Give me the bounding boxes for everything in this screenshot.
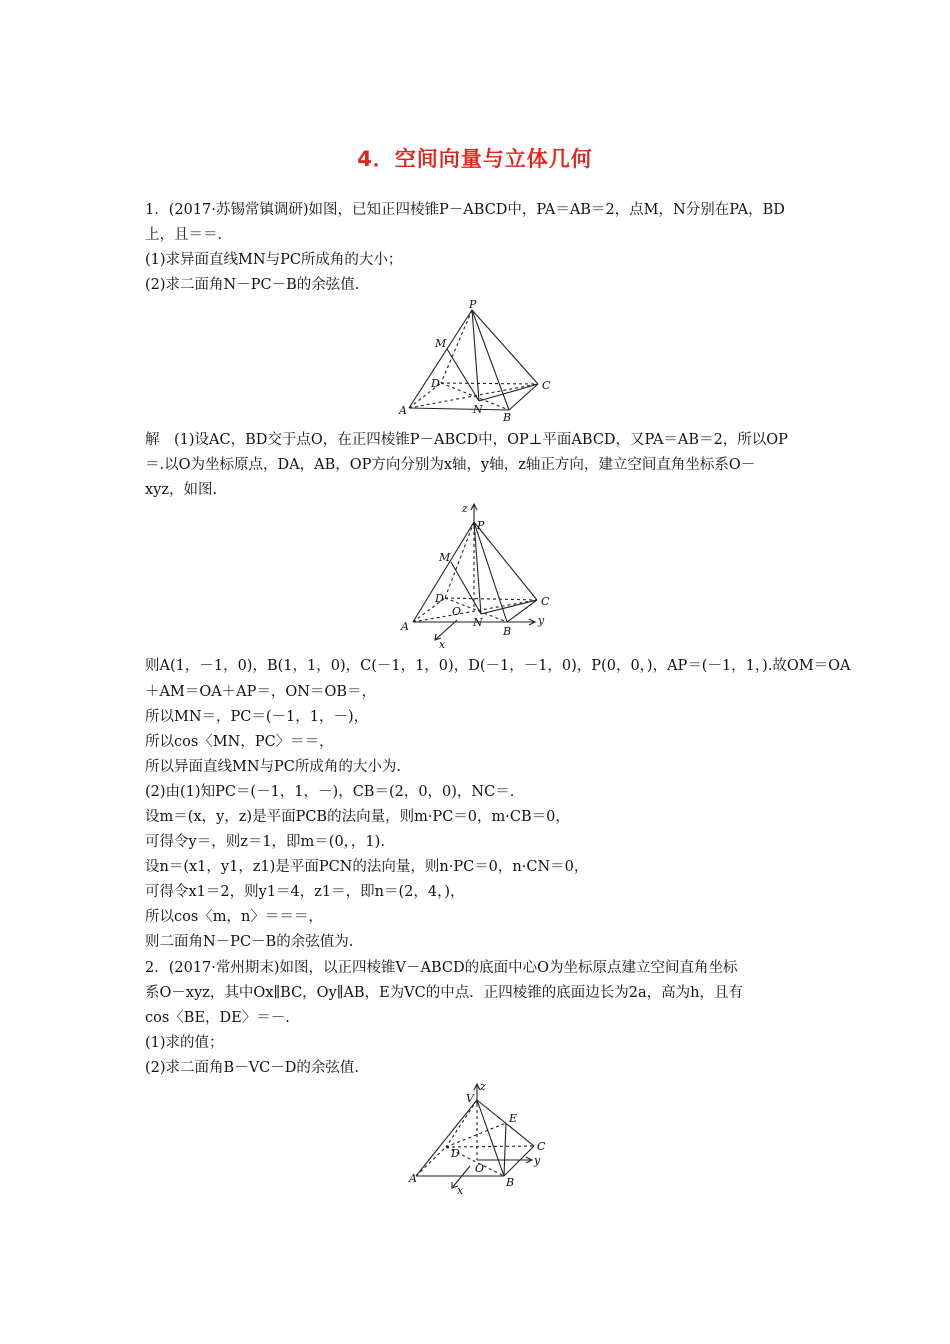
label-y: y bbox=[534, 1154, 541, 1167]
label-P: P bbox=[469, 298, 477, 311]
problem-2-part-2: (2)求二面角B－VC－D的余弦值. bbox=[145, 1060, 359, 1076]
label-D: D bbox=[435, 592, 444, 605]
label-M: M bbox=[439, 551, 451, 564]
label-A: A bbox=[401, 620, 409, 633]
label-O: O bbox=[452, 605, 462, 618]
problem-1-line-2: 上，且＝＝. bbox=[145, 227, 223, 243]
problem-1-line-1: 1．(2017·苏锡常镇调研)如图，已知正四棱锥P－ABCD中，PA＝AB＝2，点M，N分别在PA，BD bbox=[145, 202, 785, 218]
label-A: A bbox=[409, 1172, 417, 1185]
problem-1-part-2: (2)求二面角N－PC－B的余弦值. bbox=[145, 277, 360, 293]
label-N: N bbox=[473, 403, 483, 416]
solution-1-line-14: 所以cos〈m，n〉＝＝＝， bbox=[145, 909, 323, 925]
label-z: z bbox=[462, 502, 468, 515]
problem-2-line-3: cos〈BE，DE〉＝－. bbox=[145, 1010, 290, 1026]
label-B: B bbox=[503, 411, 512, 424]
solution-1-line-10: 设m＝(x，y，z)是平面PCB的法向量，则m·PC＝0，m·CB＝0， bbox=[145, 809, 570, 825]
label-z: z bbox=[480, 1080, 486, 1093]
solution-1-line-7: 所以cos〈MN，PC〉＝＝， bbox=[145, 734, 334, 750]
label-B: B bbox=[503, 625, 512, 638]
label-C: C bbox=[537, 1140, 546, 1153]
solution-1-line-13: 可得令x1＝2，则y1＝4，z1＝，即n＝(2，4，)， bbox=[145, 884, 465, 900]
problem-2-part-1: (1)求的值； bbox=[145, 1035, 224, 1051]
label-N: N bbox=[473, 616, 483, 629]
solution-1-line-9: (2)由(1)知PC＝(－1，1，－)，CB＝(2，0，0)，NC＝. bbox=[145, 784, 515, 800]
solution-1-line-2: ＝.以O为坐标原点，DA，AB，OP方向分别为x轴，y轴，z轴正方向，建立空间直角坐标系O－ bbox=[145, 457, 756, 473]
solution-1-line-8: 所以异面直线MN与PC所成角的大小为. bbox=[145, 759, 401, 775]
problem-2-line-1: 2．(2017·常州期末)如图，以正四棱锥V－ABCD的底面中心O为坐标原点建立空间直角坐标 bbox=[145, 960, 738, 976]
solution-1-line-3: xyz，如图. bbox=[145, 482, 218, 498]
label-V: V bbox=[466, 1092, 474, 1105]
solution-1-line-11: 可得令y＝，则z＝1，即m＝(0，，1). bbox=[145, 834, 385, 850]
label-A: A bbox=[399, 404, 407, 417]
pyramid-figure-2 bbox=[395, 502, 565, 652]
problem-1-part-1: (1)求异面直线MN与PC所成角的大小； bbox=[145, 252, 403, 268]
solution-1-line-15: 则二面角N－PC－B的余弦值为. bbox=[145, 934, 354, 950]
solution-1-line-5: ＋AM＝OA＋AP＝，ON＝OB＝， bbox=[145, 684, 377, 700]
pyramid-figure-3 bbox=[400, 1080, 560, 1198]
solution-1-line-4: 则A(1，－1，0)，B(1，1，0)，C(－1，1，0)，D(－1，－1，0)，P(0，0，)，AP＝(－1，1，).故OM＝OA bbox=[145, 658, 851, 674]
label-y: y bbox=[538, 614, 545, 627]
label-x: x bbox=[439, 638, 446, 651]
solution-1-line-6: 所以MN＝，PC＝(－1，1，－)， bbox=[145, 709, 369, 725]
label-O: O bbox=[475, 1162, 485, 1175]
section-title: 4．空间向量与立体几何 bbox=[357, 147, 593, 171]
pyramid-figure-1 bbox=[395, 300, 565, 425]
label-C: C bbox=[541, 595, 550, 608]
label-M: M bbox=[435, 337, 447, 350]
label-E: E bbox=[509, 1112, 518, 1125]
label-x: x bbox=[457, 1184, 464, 1197]
solution-1-line-12: 设n＝(x1，y1，z1)是平面PCN的法向量，则n·PC＝0，n·CN＝0， bbox=[145, 859, 589, 875]
label-C: C bbox=[542, 379, 551, 392]
label-D: D bbox=[431, 377, 440, 390]
label-P: P bbox=[477, 519, 485, 532]
solution-1-line-1: 解 (1)设AC，BD交于点O，在正四棱锥P－ABCD中，OP⊥平面ABCD，又PA＝AB＝2，所以OP bbox=[145, 432, 788, 448]
label-B: B bbox=[506, 1176, 515, 1189]
label-D: D bbox=[451, 1147, 460, 1160]
problem-2-line-2: 系O－xyz，其中Ox∥BC，Oy∥AB，E为VC的中点．正四棱锥的底面边长为2a，高为h，且有 bbox=[145, 985, 743, 1001]
